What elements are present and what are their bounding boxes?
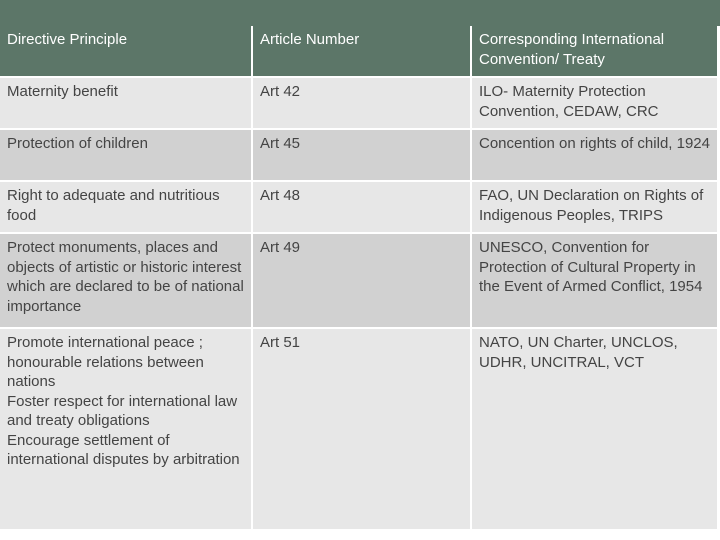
table-row [0,129,717,181]
principle-text: Protection of children [7,135,148,152]
convention-cell: NATO, UN Charter, UNCLOS, UDHR, UNCITRAL, VCT [471,328,717,530]
principle-cell [0,328,252,530]
article-cell: Art 48 [252,181,471,233]
convention-cell: FAO, UN Declaration on Rights of Indigenous Peoples, TRIPS [471,181,717,233]
principle-text: Protect monuments, places and objects of artistic or historic interest which are declared to be of national importance [7,239,244,315]
header-convention-treaty: Corresponding International Convention/ Treaty [471,26,717,77]
slide-top-bar [0,0,720,26]
header-directive-principle: Directive Principle [0,26,252,77]
article-cell: Art 49 [252,233,471,328]
principle-cell [0,77,252,129]
directive-principles-table [0,26,717,531]
table-row [0,328,717,530]
convention-cell: ILO- Maternity Protection Convention, CEDAW, CRC [471,77,717,129]
convention-cell: UNESCO, Convention for Protection of Cultural Property in the Event of Armed Conflict, 1954 [471,233,717,328]
principle-cell [0,129,252,181]
principle-text: Maternity benefit [7,83,118,100]
article-cell: Art 51 [252,328,471,530]
article-cell: Art 42 [252,77,471,129]
principle-cell [0,181,252,233]
table-row [0,181,717,233]
table-header-row [0,26,717,77]
header-article-number: Article Number [252,26,471,77]
principle-cell [0,233,252,328]
principle-text: Foster respect for international law and treaty obligations [7,392,238,429]
article-cell: Art 45 [252,129,471,181]
convention-cell: Concention on rights of child, 1924 [471,129,717,181]
table-row [0,233,717,328]
principle-text: Right to adequate and nutritious food [7,187,220,224]
principle-text: Promote international peace ; honourable relations between nations [7,334,204,390]
table-row [0,77,717,129]
principle-text: Encourage settlement of international disputes by arbitration [7,431,240,468]
